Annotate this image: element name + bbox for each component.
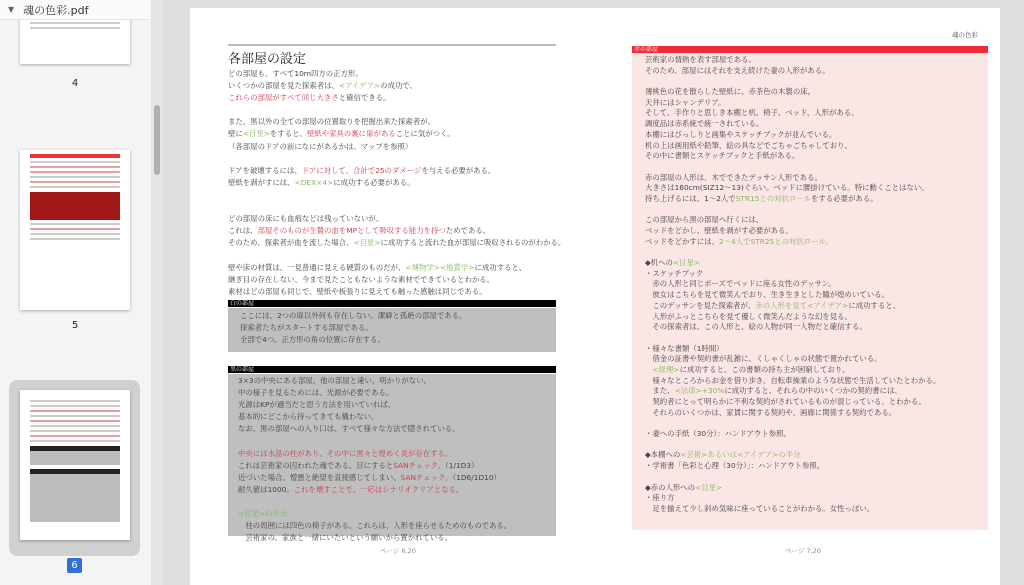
text-segment: いくつかの部屋を見た探索者は、 bbox=[228, 81, 339, 91]
text-line bbox=[645, 440, 940, 451]
text-line bbox=[645, 354, 940, 365]
text-segment: 彼女はこちらを見て微笑んでおり、生き生きとした瞳が煌めいている。 bbox=[645, 290, 889, 300]
text-line bbox=[645, 247, 940, 258]
highlight-red-text: SANチェック。 bbox=[400, 472, 453, 482]
skill-check-text: <目星> bbox=[242, 129, 270, 139]
highlight-red-text: 部屋そのものが生贄の血をMPとして吸収する能力を持つ bbox=[257, 226, 446, 236]
thumbnail-sidebar bbox=[0, 0, 163, 585]
text-line bbox=[645, 386, 940, 397]
text-line bbox=[645, 344, 940, 355]
text-line bbox=[645, 472, 940, 483]
text-segment: 近づいた場合、憎悪と絶望を直接感じてしまい、 bbox=[238, 472, 401, 482]
highlight-red-text: SANチェック。 bbox=[393, 460, 446, 470]
text-segment: その中に書類とスケッチブックと手紙がある。 bbox=[645, 151, 800, 161]
text-line bbox=[645, 333, 940, 344]
page-footer: ページ 7,20 bbox=[785, 547, 821, 555]
text-line bbox=[645, 151, 940, 162]
section-heading-red-room: 赤の部屋 bbox=[632, 46, 988, 53]
text-segment: ことに気がつく。 bbox=[395, 129, 455, 139]
text-segment: これは、 bbox=[228, 226, 258, 236]
text-line bbox=[228, 68, 565, 80]
text-line bbox=[645, 483, 940, 494]
text-segment: ・様々な書類（1時間） bbox=[645, 343, 724, 353]
text-line bbox=[645, 66, 940, 77]
text-segment: を与える必要がある。 bbox=[421, 165, 496, 175]
text-segment: また、黒以外の全ての部屋の位置取りを把握出来た探索者が、 bbox=[228, 117, 435, 127]
skill-check-text: <経理> bbox=[652, 364, 680, 374]
text-segment: をすると、 bbox=[269, 129, 307, 139]
text-line bbox=[238, 375, 511, 387]
text-segment: このデッサンを見た探索者が、 bbox=[645, 300, 756, 310]
text-line bbox=[238, 435, 511, 447]
text-segment: に成功する必要がある。 bbox=[333, 177, 415, 187]
text-segment: また、 bbox=[645, 386, 675, 396]
text-segment: 壁や床の材質は、一見普通に見える硬質のものだが、 bbox=[228, 262, 406, 272]
text-line bbox=[238, 472, 511, 484]
text-line bbox=[645, 408, 940, 419]
text-line bbox=[238, 508, 511, 520]
text-segment: ここには、2つの扉以外何も存在しない。潔癖と孤絶の部屋である。 bbox=[240, 311, 467, 320]
text-line bbox=[240, 334, 466, 346]
white-room-text bbox=[240, 310, 466, 346]
text-line bbox=[645, 504, 940, 515]
file-name: 魂の色彩.pdf bbox=[23, 3, 89, 17]
text-line bbox=[228, 225, 565, 237]
text-line bbox=[645, 141, 940, 152]
text-line bbox=[228, 128, 565, 140]
text-segment: 借金の証書や契約書が乱雑に、くしゃくしゃの状態で置かれている。 bbox=[645, 354, 882, 364]
text-segment: 中の様子を見るためには、光源が必要である。 bbox=[238, 388, 394, 398]
pdf-page-6 bbox=[190, 8, 606, 585]
text-segment: 机の上は画用紙や鉛筆、絵の具などでごちゃごちゃしており、 bbox=[645, 140, 852, 150]
text-segment: 大きさは160cm(SIZ12～13)ぐらい。ベッドに腰掛けている。特に動くことはない。 bbox=[645, 183, 929, 193]
text-segment: 光源はKPが適当だと思う方法を用いていれば、 bbox=[238, 400, 396, 410]
text-segment: そのため、探索者が血を流した場合、 bbox=[228, 238, 354, 248]
text-segment: 3×3の中央にある部屋。他の部屋と違い、明かりがない。 bbox=[238, 376, 431, 385]
page-title: 各部屋の設定 bbox=[228, 52, 307, 67]
text-line bbox=[228, 201, 565, 213]
text-line bbox=[238, 484, 511, 496]
text-segment: これは芸術家の囚われた魂である。目にすると bbox=[238, 460, 394, 470]
text-segment: 全部で4つ、正方形の角の位置に存在する。 bbox=[240, 335, 385, 345]
text-segment: 天井にはシャンデリア。 bbox=[645, 97, 726, 107]
intro-text bbox=[228, 68, 565, 298]
skill-check-text: <芸術>あるいは<アイデア>の半分 bbox=[680, 450, 801, 460]
skill-check-text: <目星> bbox=[672, 258, 701, 268]
text-line bbox=[228, 104, 565, 116]
text-line bbox=[238, 460, 511, 472]
text-line bbox=[645, 226, 940, 237]
highlight-red-text: ドアに対して、合計で25のダメージ bbox=[301, 165, 422, 175]
text-segment: 芸術家の、家族と一緒にいたいという願いから置かれている。 bbox=[238, 533, 453, 543]
text-line bbox=[645, 365, 940, 376]
text-line bbox=[228, 286, 565, 298]
text-segment: ためである。 bbox=[445, 226, 491, 236]
text-segment: に成功すると、 bbox=[474, 262, 527, 272]
text-segment: 探索者たちがスタートする部屋である。 bbox=[240, 323, 373, 333]
text-line bbox=[645, 429, 940, 440]
text-line bbox=[645, 183, 940, 194]
text-line bbox=[240, 310, 466, 322]
text-line bbox=[645, 269, 940, 280]
text-line bbox=[645, 119, 940, 130]
text-line bbox=[228, 177, 565, 189]
text-segment: 柱の周囲には四色の椅子がある。これらは、人形を座らせるためのものである。 bbox=[238, 521, 512, 531]
text-line bbox=[645, 194, 940, 205]
text-line bbox=[228, 92, 565, 104]
skill-check-text: <目星> bbox=[695, 482, 723, 492]
text-segment: に成功すると、この書類の持ち主が困窮しており、 bbox=[679, 364, 850, 374]
section-heading-black-room: 黒の部屋 bbox=[228, 366, 556, 373]
text-line bbox=[228, 153, 565, 165]
text-segment: 基本的にどこから持ってきても構わない。 bbox=[238, 412, 379, 422]
section-heading-white-room: 白の部屋 bbox=[228, 300, 556, 307]
text-line bbox=[645, 397, 940, 408]
text-segment: どの部屋の床にも血痕などは残っていないが、 bbox=[228, 214, 384, 224]
text-line bbox=[645, 130, 940, 141]
text-segment: （1/1D3） bbox=[445, 460, 479, 470]
skill-check-text: <法律>+30% bbox=[674, 386, 725, 396]
text-line bbox=[645, 108, 940, 119]
text-segment: 赤の人形と同じポーズでベッドに座る女性のデッサン。 bbox=[645, 279, 836, 289]
skill-check-text: <DEX×4> bbox=[294, 177, 334, 187]
text-line bbox=[238, 520, 511, 532]
text-segment: 本棚にはびっしりと画集やスケッチブックが並んでいる。 bbox=[645, 129, 837, 139]
text-segment: 壁紙を剥がすには、 bbox=[228, 177, 295, 187]
text-line bbox=[645, 312, 940, 323]
black-room-text bbox=[238, 375, 511, 544]
page-thumbnail-6[interactable] bbox=[20, 390, 130, 540]
text-line bbox=[645, 215, 940, 226]
skill-check-text: <博物学><地質学> bbox=[405, 262, 475, 272]
skill-check-text: 赤の人形を見て<アイデア> bbox=[755, 300, 849, 310]
text-line bbox=[645, 322, 940, 333]
text-line bbox=[645, 205, 940, 216]
text-line bbox=[228, 249, 565, 261]
skill-check-text: <目星> bbox=[353, 238, 381, 248]
text-segment: と確信できる。 bbox=[338, 93, 391, 103]
text-line bbox=[645, 376, 940, 387]
text-segment: ベッドをどかすには、 bbox=[645, 236, 719, 246]
text-line bbox=[645, 279, 940, 290]
skill-check-text: <目星>の半分 bbox=[238, 509, 288, 519]
text-segment: 継ぎ目の存在しない、今まで見たこともないような素材でできているとわかる。 bbox=[228, 274, 495, 284]
sidebar-scrollbar[interactable] bbox=[151, 0, 163, 585]
text-segment: 素材はどの部屋も同じで、壁紙や板張りに見えても触った感触は同じである。 bbox=[228, 286, 487, 296]
skill-check-text: <アイデア> bbox=[338, 81, 381, 91]
text-line bbox=[228, 274, 565, 286]
file-header[interactable] bbox=[0, 0, 150, 20]
page-label-4: 4 bbox=[71, 78, 79, 89]
text-line bbox=[228, 189, 565, 201]
text-segment: それらのいくつかは、家賃に関する契約や、画廊に関係する契約である。 bbox=[645, 407, 897, 417]
text-line bbox=[228, 141, 565, 153]
text-line bbox=[645, 461, 940, 472]
text-line bbox=[645, 290, 940, 301]
text-segment: 薄桃色の花を散らした壁紙に、赤茶色の木製の床。 bbox=[645, 87, 815, 97]
text-line bbox=[240, 322, 466, 334]
text-segment: その探索者は、この人形と、絵の人物が同一人物だと確信する。 bbox=[645, 322, 867, 332]
text-segment: ◆本棚への bbox=[645, 450, 681, 460]
text-segment: ドアを破壊するには、 bbox=[228, 165, 302, 175]
text-segment: に成功すると流れた血が部屋に吸収されるのがわかる。 bbox=[380, 238, 566, 248]
text-line bbox=[238, 411, 511, 423]
page-footer: ページ 6,20 bbox=[380, 547, 416, 555]
text-segment: 赤の部屋の人形は、木でできたデッサン人形である。 bbox=[645, 172, 822, 182]
text-segment: に成功すると、それらの中のいくつかの契約書には、 bbox=[724, 386, 902, 396]
highlight-red-text: 中央には水晶の柱があり、その中に黒々と煌めく炎が存在する。 bbox=[238, 448, 453, 458]
text-line bbox=[228, 116, 565, 128]
text-line bbox=[238, 448, 511, 460]
text-segment: この部屋から黒の部屋へ行くには、 bbox=[645, 215, 764, 225]
text-segment: 持ち上げるには、1～2人で bbox=[645, 193, 736, 203]
text-line bbox=[645, 450, 940, 461]
text-segment: ・妻への手紙（30分）：ハンドアウト参照。 bbox=[645, 429, 791, 439]
text-segment: なお、黒の部屋への入り口は、すべて様々な方法で隠されている。 bbox=[238, 424, 460, 434]
text-segment: 芸術家の情熱を表す部屋である。 bbox=[645, 55, 756, 64]
text-line bbox=[238, 532, 511, 544]
text-segment: の成功で、 bbox=[380, 81, 417, 91]
text-segment: そして、手作りと思しき本棚と机、椅子、ベッド、人形がある。 bbox=[645, 108, 859, 118]
skill-check-text: 2～4人でSTR25との対抗ロール。 bbox=[718, 236, 833, 246]
text-segment: （1D6/1D10） bbox=[452, 472, 501, 482]
title-rule bbox=[228, 44, 556, 46]
text-segment: 様々なところからお金を借り歩き、自転車操業のような状態で生活していたとわかる。 bbox=[645, 375, 941, 385]
text-line bbox=[228, 262, 565, 274]
skill-check-text: STR15との対抗ロール bbox=[735, 193, 812, 203]
text-segment: 契約者にとって明らかに不利な契約がされているものが混じっている、とわかる。 bbox=[645, 397, 926, 406]
text-line bbox=[228, 80, 565, 92]
text-segment: ◆赤の人形への bbox=[645, 482, 696, 492]
highlight-red-text: これを壊すことで、一応はシナリオクリアとなる。 bbox=[293, 484, 464, 494]
text-segment: ベッドをどかし、壁紙を剥がす必要がある。 bbox=[645, 226, 793, 235]
text-segment: 壁に bbox=[228, 129, 243, 139]
text-segment: 足を揃えて少し斜め気味に座っていることがわかる。女性っぽい。 bbox=[645, 503, 875, 513]
text-segment: そのため、部屋にはそれを支え続けた妻の人形がある。 bbox=[645, 65, 830, 75]
text-line bbox=[645, 301, 940, 312]
text-line bbox=[228, 165, 565, 177]
text-line bbox=[645, 87, 940, 98]
text-line bbox=[645, 173, 940, 184]
text-segment: どの部屋も、すべて10m四方の正方形。 bbox=[228, 69, 363, 78]
text-line bbox=[238, 423, 511, 435]
sidebar-scrollbar-thumb[interactable] bbox=[154, 105, 160, 175]
red-room-text bbox=[645, 55, 940, 515]
text-segment: をする必要がある。 bbox=[811, 193, 878, 203]
text-segment: に成功すると、 bbox=[848, 300, 901, 310]
text-line bbox=[645, 237, 940, 248]
text-segment: 耐久値は1000。 bbox=[238, 484, 294, 494]
disclosure-triangle-icon[interactable]: ▼ bbox=[8, 5, 15, 14]
text-line bbox=[238, 399, 511, 411]
text-line bbox=[238, 387, 511, 399]
text-segment: （各部屋のドアの前になにがあるかは、マップを参照） bbox=[228, 141, 413, 151]
text-segment: ・スケッチブック bbox=[645, 268, 704, 278]
text-line bbox=[228, 213, 565, 225]
text-line bbox=[645, 162, 940, 173]
running-header: 魂の色彩 bbox=[952, 31, 978, 39]
text-segment: ◆机への bbox=[645, 258, 673, 268]
highlight-red-text: 壁紙や家具の裏に扉がある bbox=[306, 129, 396, 139]
page-thumbnail-5[interactable] bbox=[20, 150, 130, 310]
page-label-5: 5 bbox=[71, 320, 79, 331]
text-segment: ・座り方 bbox=[645, 493, 675, 503]
pdf-page-7 bbox=[606, 8, 1000, 585]
text-segment: 人形がふっとこちらを見て優しく微笑んだような幻を見る。 bbox=[645, 311, 852, 321]
text-line bbox=[645, 493, 940, 504]
current-page-badge: 6 bbox=[67, 558, 82, 573]
text-line bbox=[238, 496, 511, 508]
text-line bbox=[645, 98, 940, 109]
text-line bbox=[645, 418, 940, 429]
text-line bbox=[228, 237, 565, 249]
text-segment: ・学術書「色彩と心理（30分）」：ハンドアウト参照。 bbox=[645, 461, 825, 471]
text-line bbox=[645, 55, 940, 66]
highlight-red-text: これらの部屋がすべて同じ大きさ bbox=[228, 93, 339, 103]
text-line bbox=[645, 258, 940, 269]
text-line bbox=[645, 76, 940, 87]
text-segment: 調度品は赤系統で統一されている。 bbox=[645, 119, 764, 129]
